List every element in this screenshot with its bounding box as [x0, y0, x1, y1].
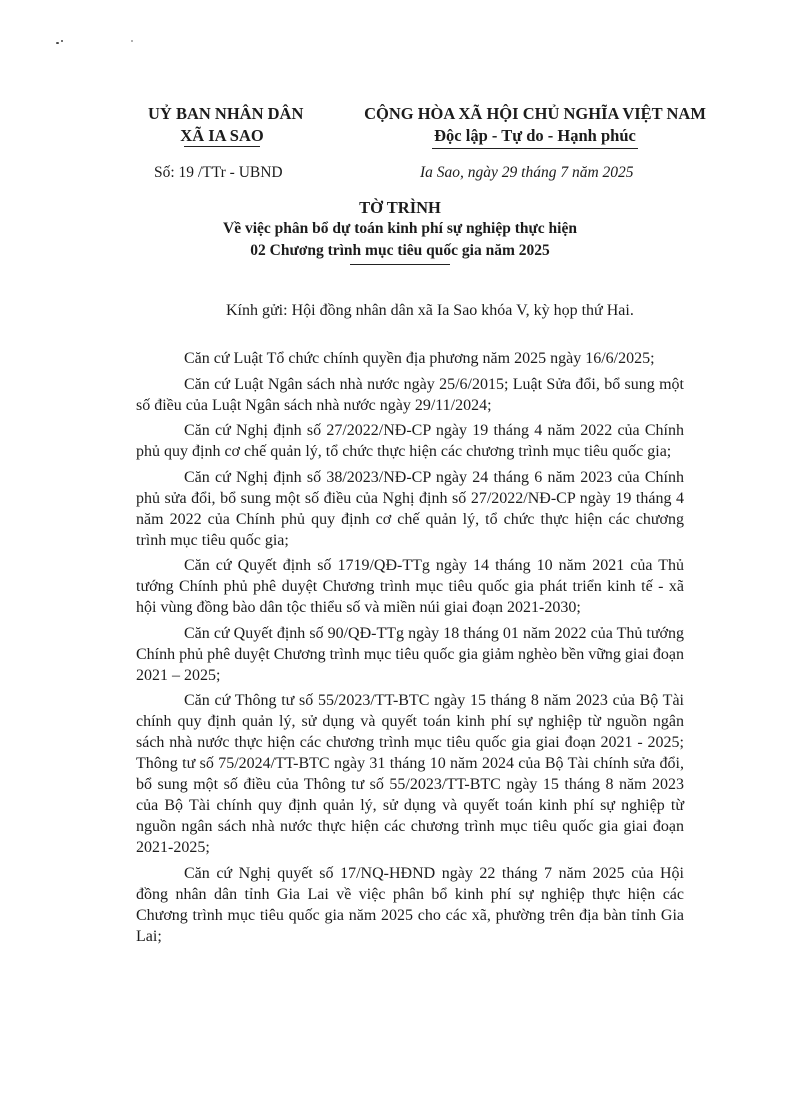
agency-underline: [184, 146, 260, 147]
legal-basis-paragraph: Căn cứ Nghị định số 27/2022/NĐ-CP ngày 19 tháng 4 năm 2022 của Chính phủ quy định cơ chế quản lý, tổ chức thực hiện các chương trình mục tiêu quốc gia;: [136, 422, 684, 460]
issuing-agency-sub: XÃ IA SAO: [180, 126, 264, 145]
legal-basis-paragraph: Căn cứ Quyết định số 1719/QĐ-TTg ngày 14 tháng 10 năm 2021 của Thủ tướng Chính phủ phê duyệt Chương trình mục tiêu quốc gia phát triển kinh tế - xã hội vùng đồng bào dân tộc thiểu số và miền núi giai đoạn 2021-2030;: [136, 557, 684, 616]
title-underline: [350, 264, 450, 265]
motto-underline: [432, 148, 638, 149]
subject-line-2: 02 Chương trình mục tiêu quốc gia năm 2025: [250, 242, 550, 259]
scan-speck: [131, 40, 133, 42]
document-date: Ia Sao, ngày 29 tháng 7 năm 2025: [420, 164, 634, 181]
document-body: [136, 348, 684, 951]
subject-line-1: Về việc phân bổ dự toán kinh phí sự nghiệp thực hiện: [223, 220, 577, 237]
document-type: TỜ TRÌNH: [359, 198, 441, 217]
scan-speck: [56, 42, 59, 44]
legal-basis-paragraph: Căn cứ Thông tư số 55/2023/TT-BTC ngày 15 tháng 8 năm 2023 của Bộ Tài chính quy định quản lý, sử dụng và quyết toán kinh phí sự nghiệp từ nguồn ngân sách nhà nước thực hiện các chương trình mục tiêu quốc gia giai đoạn 2021 - 2025; Thông tư số 75/2024/TT-BTC ngày 31 tháng 10 năm 2024 của Bộ Tài chính sửa đổi, bổ sung một số điều của Thông tư số 55/2023/TT-BTC ngày 15 tháng 8 năm 2023 của Bộ Tài chính quy định quản lý, sử dụng và quyết toán kinh phí sự nghiệp từ nguồn ngân sách nhà nước thực hiện các chương trình mục tiêu quốc gia giai đoạn 2021-2025;: [136, 692, 684, 856]
recipient-line: Kính gửi: Hội đồng nhân dân xã Ia Sao khóa V, kỳ họp thứ Hai.: [226, 302, 634, 319]
legal-basis-paragraph: Căn cứ Luật Ngân sách nhà nước ngày 25/6/2015; Luật Sửa đổi, bổ sung một số điều của Luật Ngân sách nhà nước ngày 29/11/2024;: [136, 375, 684, 414]
national-title: CỘNG HÒA XÃ HỘI CHỦ NGHĨA VIỆT NAM: [364, 104, 706, 123]
scan-speck: [61, 40, 63, 42]
legal-basis-paragraph: Căn cứ Nghị quyết số 17/NQ-HĐND ngày 22 tháng 7 năm 2025 của Hội đồng nhân dân tỉnh Gia Lai về việc phân bổ kinh phí sự nghiệp thực hiện các Chương trình mục tiêu quốc gia năm 2025 cho các xã, phường trên địa bàn tỉnh Gia Lai;: [136, 864, 684, 945]
issuing-agency: UỶ BAN NHÂN DÂN: [148, 104, 304, 123]
legal-basis-paragraph: Căn cứ Quyết định số 90/QĐ-TTg ngày 18 tháng 01 năm 2022 của Thủ tướng Chính phủ phê duyệt Chương trình mục tiêu quốc gia giảm nghèo bền vững giai đoạn 2021 – 2025;: [136, 624, 684, 684]
legal-basis-paragraph: Căn cứ Nghị định số 38/2023/NĐ-CP ngày 24 tháng 6 năm 2023 của Chính phủ sửa đổi, bổ sung một số điều của Nghị định số 27/2022/NĐ-CP ngày 19 tháng 4 năm 2022 của Chính phủ quy định cơ chế quản lý, tổ chức thực hiện các chương trình mục tiêu quốc gia;: [136, 468, 684, 549]
national-motto: Độc lập - Tự do - Hạnh phúc: [434, 126, 636, 145]
legal-basis-paragraph: Căn cứ Luật Tổ chức chính quyền địa phương năm 2025 ngày 16/6/2025;: [184, 350, 655, 367]
document-number: Số: 19 /TTr - UBND: [154, 164, 283, 181]
